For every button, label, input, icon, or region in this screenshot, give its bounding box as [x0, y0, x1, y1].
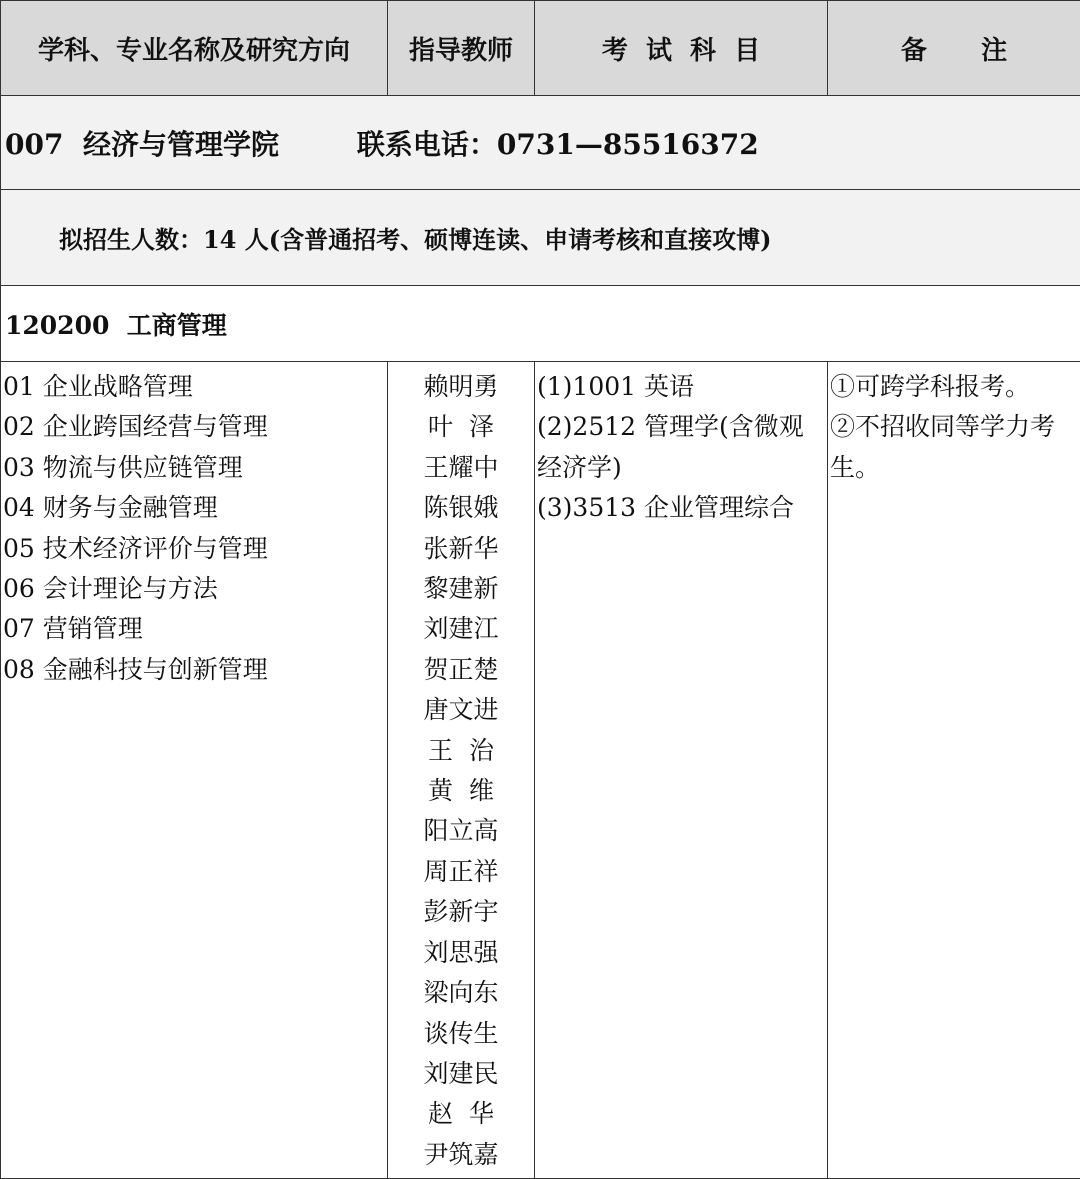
advisor-name: 赵 华: [388, 1094, 534, 1134]
department-row: [1, 96, 1080, 190]
advisor-name: 黄 维: [388, 771, 534, 811]
major-row: [1, 286, 1080, 362]
major-line: 120200 工商管理: [1, 286, 1080, 362]
exam-line: (3)3513 企业管理综合: [535, 488, 827, 528]
direction-item: 07 营销管理: [1, 609, 387, 649]
advisor-name: 刘建民: [388, 1054, 534, 1094]
note-line: 生。: [828, 448, 1080, 488]
advisor-name: 贺正楚: [388, 650, 534, 690]
advisor-name: 陈银娥: [388, 488, 534, 528]
direction-item: 03 物流与供应链管理: [1, 448, 387, 488]
research-directions-cell: [1, 362, 388, 1179]
advisor-name: 刘思强: [388, 933, 534, 973]
note-line: ②不招收同等学力考: [828, 407, 1080, 447]
advisor-name: 梁向东: [388, 973, 534, 1013]
department-line: 007 经济与管理学院 联系电话：0731—85516372: [1, 96, 1080, 190]
direction-item: 01 企业战略管理: [1, 367, 387, 407]
direction-item: 02 企业跨国经营与管理: [1, 407, 387, 447]
advisor-name: 黎建新: [388, 569, 534, 609]
exam-line: (2)2512 管理学(含微观: [535, 407, 827, 447]
direction-item: 08 金融科技与创新管理: [1, 650, 387, 690]
advisors-cell: [388, 362, 535, 1179]
notes-cell: [828, 362, 1080, 1179]
exam-line: (1)1001 英语: [535, 367, 827, 407]
direction-item: 06 会计理论与方法: [1, 569, 387, 609]
advisor-name: 彭新宇: [388, 892, 534, 932]
exam-line: 经济学): [535, 448, 827, 488]
advisor-name: 阳立高: [388, 811, 534, 851]
header-advisor: 指导教师: [388, 1, 535, 96]
advisor-name: 唐文进: [388, 690, 534, 730]
table-header-row: [1, 1, 1080, 96]
direction-item: 04 财务与金融管理: [1, 488, 387, 528]
note-line: ①可跨学科报考。: [828, 367, 1080, 407]
quota-row: [1, 190, 1080, 286]
header-exam: 考 试 科 目: [535, 1, 828, 96]
advisor-name: 张新华: [388, 529, 534, 569]
direction-item: 05 技术经济评价与管理: [1, 529, 387, 569]
advisor-name: 叶 泽: [388, 407, 534, 447]
advisor-name: 谈传生: [388, 1014, 534, 1054]
detail-row: [1, 362, 1080, 1179]
header-note: 备 注: [828, 1, 1080, 96]
advisor-name: 赖明勇: [388, 367, 534, 407]
advisor-name: 尹筑嘉: [388, 1135, 534, 1175]
exam-subjects-cell: [535, 362, 828, 1179]
advisor-name: 王耀中: [388, 448, 534, 488]
header-subject: 学科、专业名称及研究方向: [1, 1, 388, 96]
quota-text: 拟招生人数：14 人(含普通招考、硕博连读、申请考核和直接攻博): [1, 190, 1080, 286]
advisor-name: 刘建江: [388, 609, 534, 649]
advisor-name: 王 治: [388, 731, 534, 771]
advisor-name: 周正祥: [388, 852, 534, 892]
